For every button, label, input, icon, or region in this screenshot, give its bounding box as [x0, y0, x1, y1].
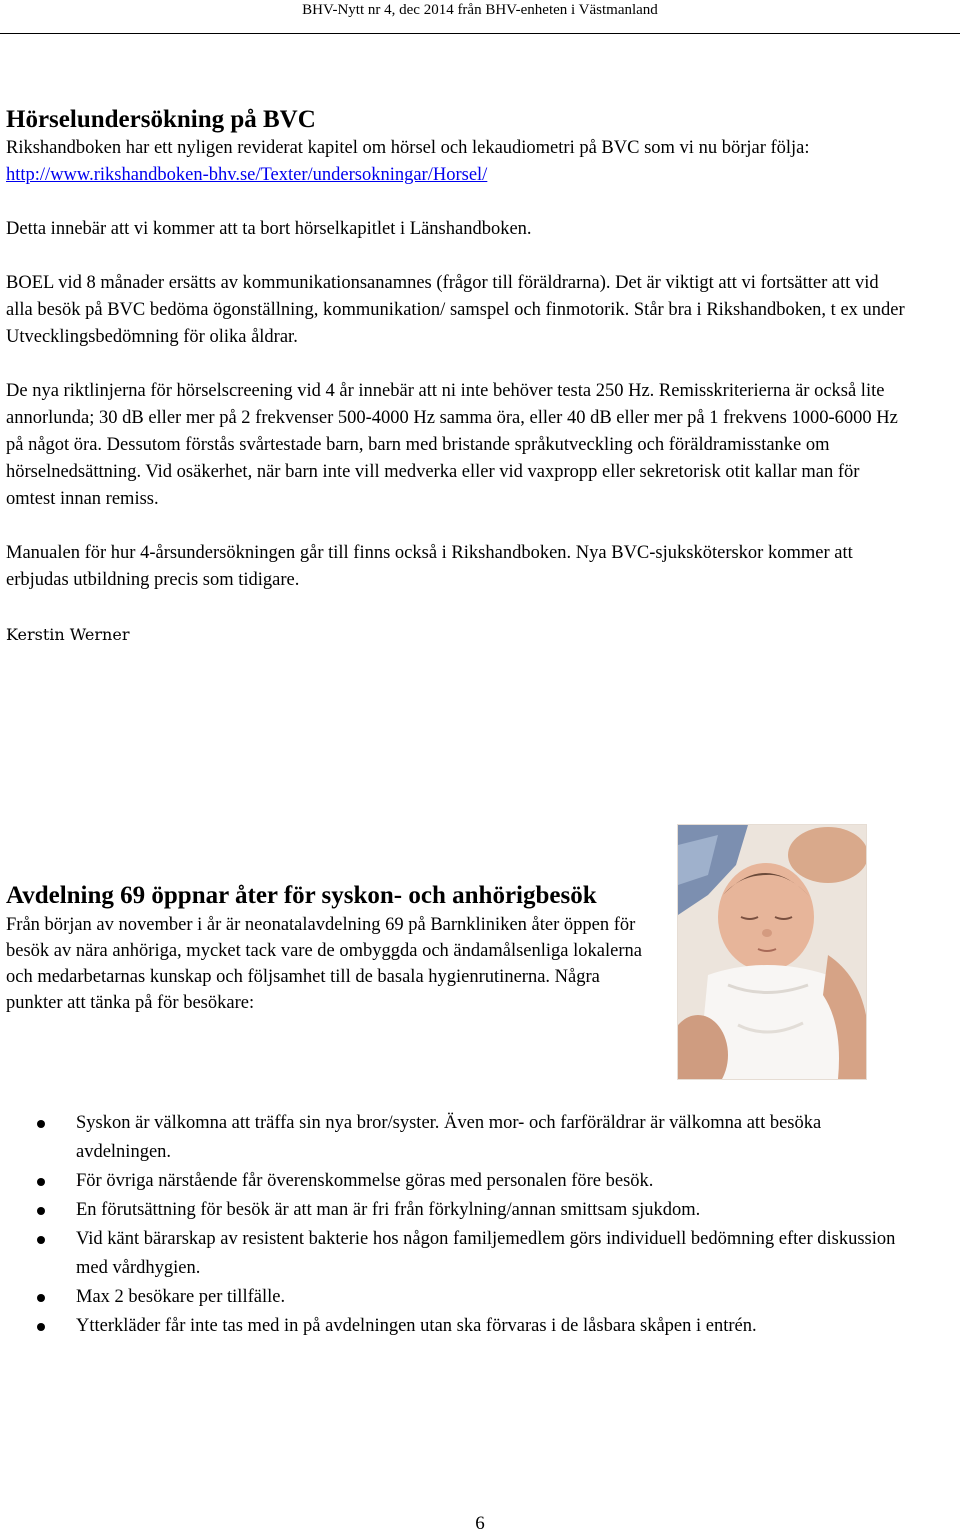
article-hearing: [6, 104, 906, 648]
author-name: Kerstin Werner: [6, 625, 130, 644]
paragraph-manual: Manualen för hur 4-årsundersökningen går till finns också i Rikshandboken. Nya BVC-sjuksköterskor kommer att erbjudas utbildning precis som tidigare.: [6, 543, 853, 590]
article-intro: Rikshandboken har ett nyligen reviderat kapitel om hörsel och lekaudiometri på BVC som vi nu börjar följa:: [6, 138, 810, 158]
paragraph-screening: De nya riktlinjerna för hörselscreening vid 4 år innebär att ni inte behöver testa 250 Hz. Remisskriterierna är också lite annorlunda; 30 dB eller mer på 2 frekvenser 500-4000 Hz samma öra, eller 40 dB eller mer på 1 frekvens 1000-6000 Hz på något öra. Dessutom förstås svårtestade barn, barn med bristande språkutveckling och föräldramisstanke om hörselnedsättning. Vid osäkerhet, när barn inte vill medverka eller vid vaxpropp eller sekretorisk otit kallar man för omtest innan remiss.: [6, 381, 898, 509]
header-rule: [0, 33, 960, 34]
list-item: Vid känt bärarskap av resistent bakterie hos någon familjemedlem görs individuell bedömning efter diskussion med vårdhygien.: [30, 1225, 910, 1283]
article2-title: Avdelning 69 öppnar åter för syskon- och anhörigbesök: [6, 882, 597, 909]
article-title: Hörselundersökning på BVC: [6, 106, 316, 133]
list-item: En förutsättning för besök är att man är fri från förkylning/annan smittsam sjukdom.: [30, 1196, 910, 1225]
rikshandboken-link[interactable]: http://www.rikshandboken-bhv.se/Texter/undersokningar/Horsel/: [6, 165, 488, 185]
paragraph-lanshandboken: Detta innebär att vi kommer att ta bort hörselkapitlet i Länshandboken.: [6, 219, 532, 239]
list-item: Max 2 besökare per tillfälle.: [30, 1283, 910, 1312]
list-item: Syskon är välkomna att träffa sin nya bror/syster. Även mor- och farföräldrar är välkomna att besöka avdelningen.: [30, 1109, 910, 1167]
bullet-icon: [37, 1294, 45, 1302]
bullet-icon: [37, 1178, 45, 1186]
article-visits: [6, 880, 646, 1016]
bullet-icon: [37, 1323, 45, 1331]
list-item: Ytterkläder får inte tas med in på avdelningen utan ska förvaras i de låsbara skåpen i entrén.: [30, 1312, 910, 1341]
paragraph-boel: BOEL vid 8 månader ersätts av kommunikationsanamnes (frågor till föräldrarna). Det är viktigt att vi fortsätter att vid alla besök på BVC bedöma ögonställning, kommunikation/ samspel och finmotorik. Står bra i Rikshandboken, t ex under Utvecklingsbedömning för olika åldrar.: [6, 273, 905, 347]
list-item: För övriga närstående får överenskommelse göras med personalen före besök.: [30, 1167, 910, 1196]
visitor-guidelines-list: [30, 1109, 910, 1341]
newsletter-header: [0, 0, 960, 20]
header-text: BHV-Nytt nr 4, dec 2014 från BHV-enheten i Västmanland: [302, 2, 658, 18]
article2-body: Från början av november i år är neonatalavdelning 69 på Barnkliniken åter öppen för besök av nära anhöriga, mycket tack vare de ombyggda och ändamålsenliga lokalerna och medarbetarnas kunskap och följsamhet till de basala hygienrutinerna. Några punkter att tänka på för besökare:: [6, 915, 642, 1013]
bullet-icon: [37, 1207, 45, 1215]
page-number: 6: [475, 1513, 485, 1534]
bullet-icon: [37, 1120, 45, 1128]
bullet-icon: [37, 1236, 45, 1244]
newborn-baby-photo: [677, 824, 867, 1080]
